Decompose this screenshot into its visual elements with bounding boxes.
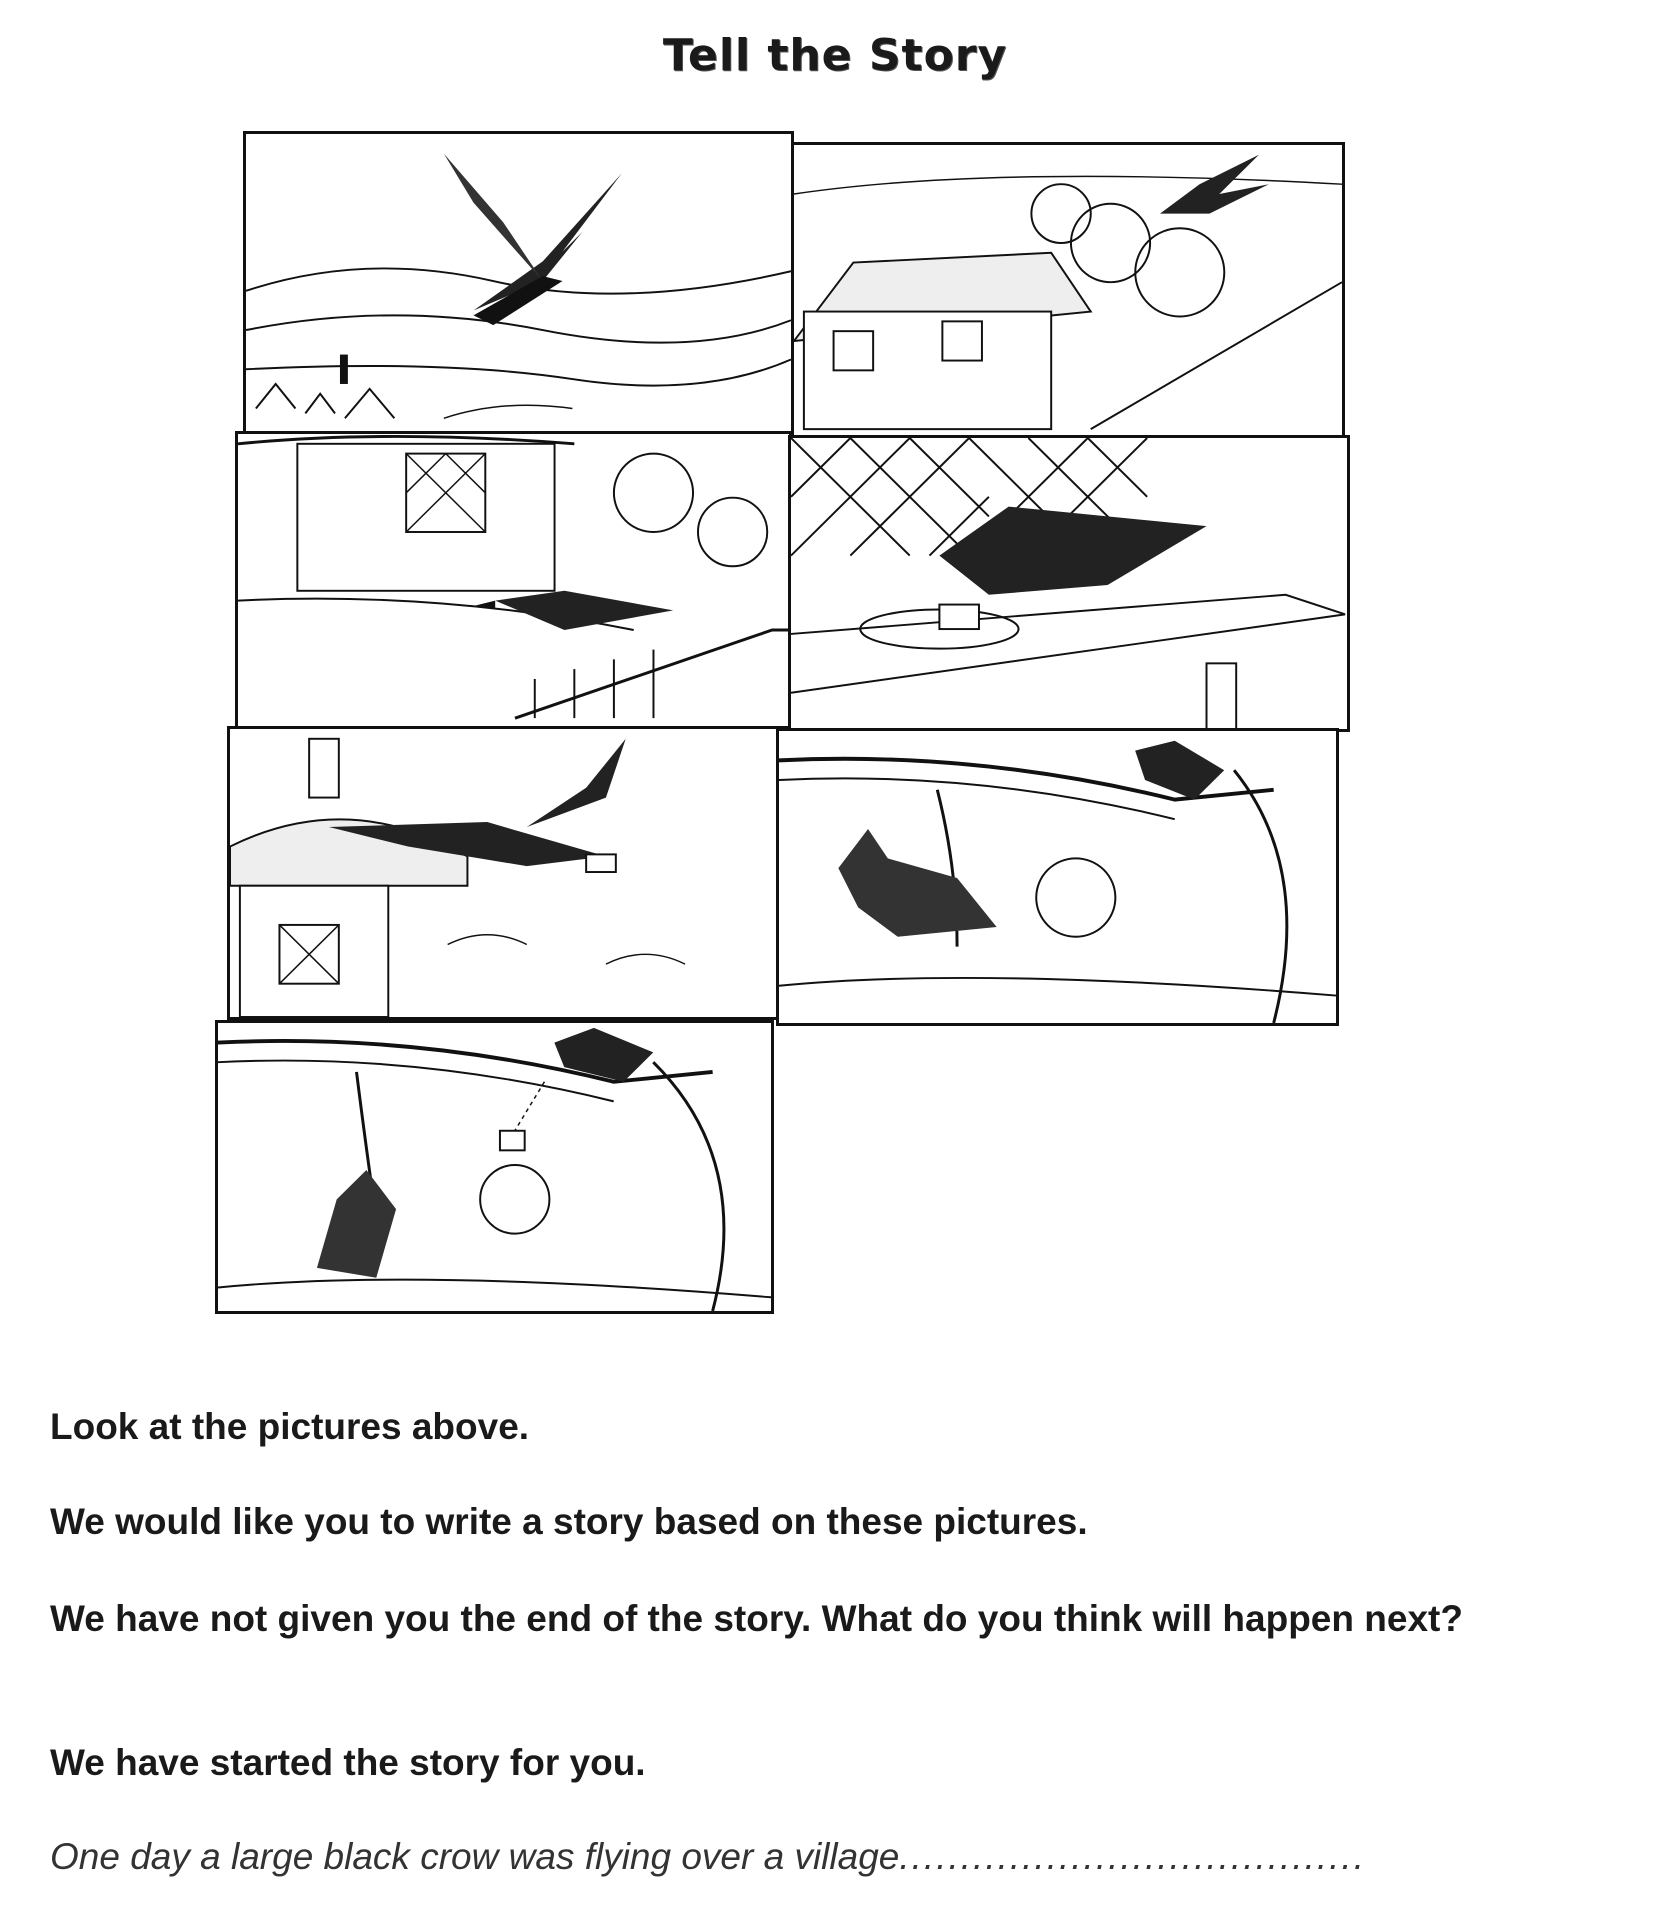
story-panel-6 [776,728,1339,1026]
story-panel-4 [788,435,1350,732]
story-writing-line[interactable]: ...................................... [899,1836,1366,1877]
story-panel-1 [243,131,794,435]
story-starter [50,1834,1366,1880]
instruction-started: We have started the story for you. [50,1742,646,1783]
crow-in-tree-fox-below-illustration [779,731,1336,1023]
crow-flying-over-thatched-cottage-illustration [794,145,1342,436]
instruction-look: Look at the pictures above. [50,1406,530,1447]
instruction-write-story: We would like you to write a story based on these pictures. [50,1501,1088,1542]
crow-drops-cheese-to-fox-illustration [218,1023,771,1311]
story-panel-7 [215,1020,774,1314]
crow-flying-over-village-illustration [246,134,791,432]
story-panel-3 [235,431,792,730]
worksheet-title: Tell the Story [662,30,1008,81]
crow-taking-cheese-from-plate-illustration [791,438,1347,729]
story-panel-2 [791,142,1345,439]
crow-on-fence-by-cottage-window-illustration [238,434,789,727]
crow-flying-off-with-cheese-illustration [230,729,785,1017]
story-panel-5 [227,726,788,1020]
story-starter-text: One day a large black crow was flying over a village [50,1836,900,1877]
instruction-end-of-story: We have not given you the end of the story. What do you think will happen next? [50,1598,1463,1639]
